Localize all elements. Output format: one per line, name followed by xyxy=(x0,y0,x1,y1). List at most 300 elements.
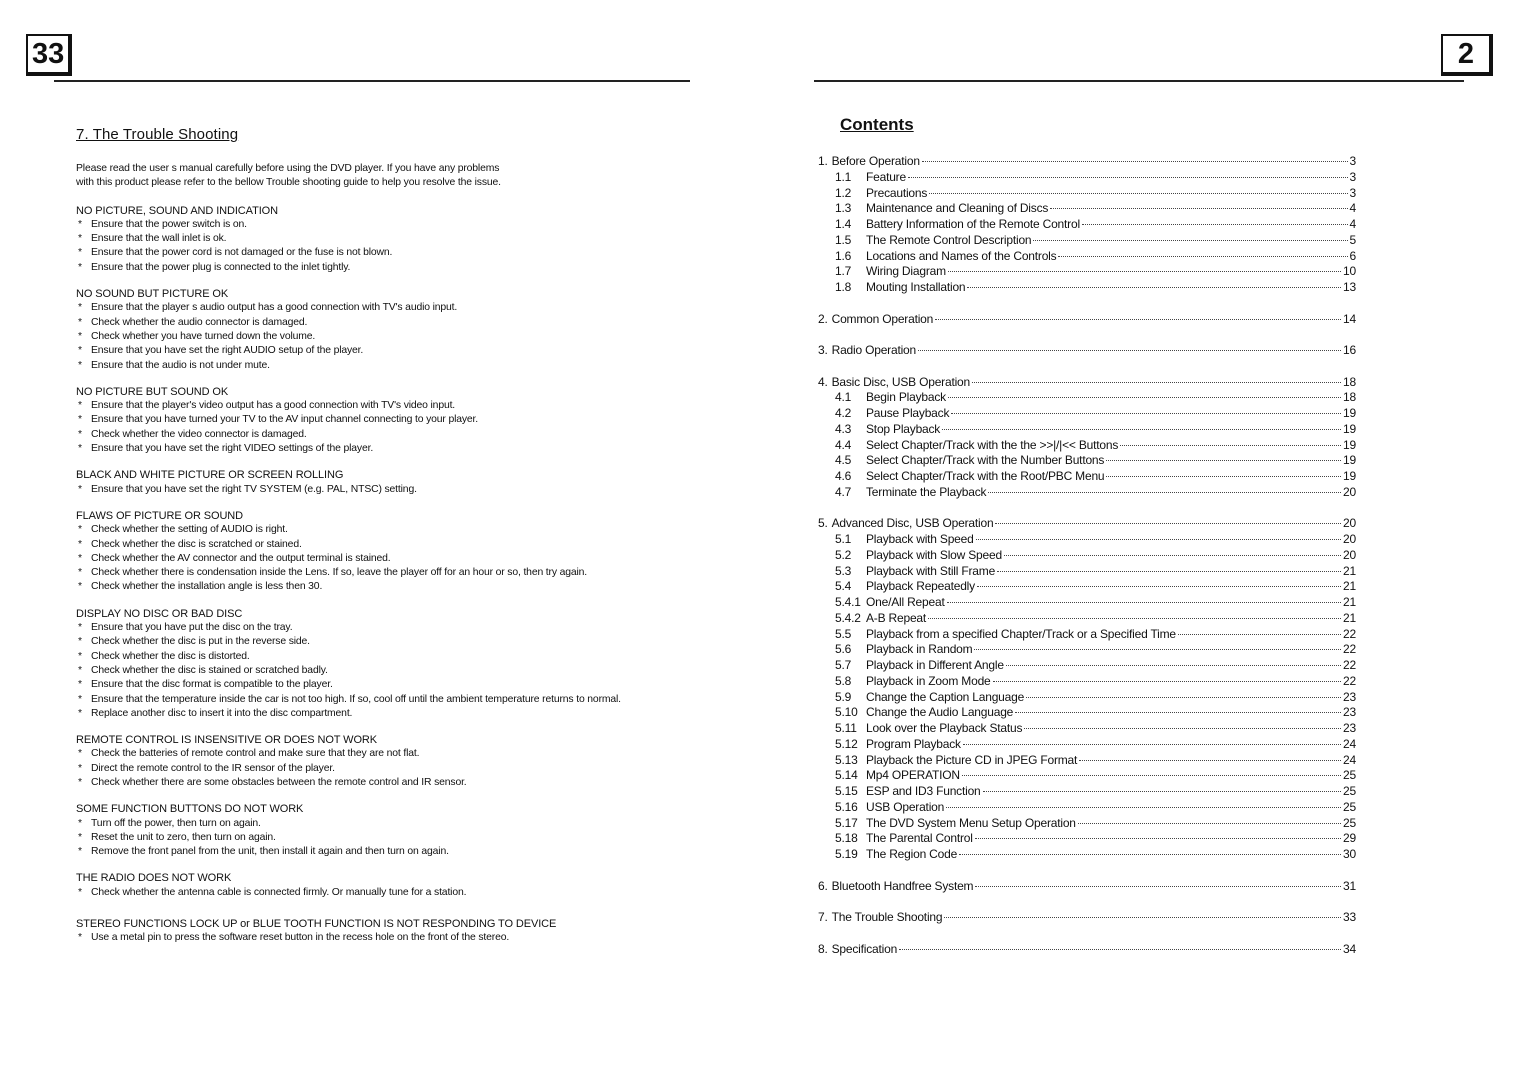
troubleshooting-section xyxy=(76,509,696,595)
toc-entry-number: 5.8 xyxy=(835,673,852,688)
section-heading: DISPLAY NO DISC OR BAD DISC xyxy=(76,607,243,620)
toc-entry[interactable] xyxy=(818,910,1356,926)
section-heading: SOME FUNCTION BUTTONS DO NOT WORK xyxy=(76,803,304,816)
toc-entry[interactable] xyxy=(818,485,1356,501)
toc-spacer xyxy=(818,359,1356,375)
toc-entry-label: Basic Disc, USB Operation xyxy=(831,374,970,389)
toc-entry[interactable] xyxy=(818,264,1356,280)
toc-entry-number: 1.1 xyxy=(835,169,852,184)
toc-dot-leader xyxy=(976,539,1341,540)
toc-dot-leader xyxy=(1033,240,1347,241)
troubleshooting-section xyxy=(76,385,696,456)
section-heading: NO PICTURE, SOUND AND INDICATION xyxy=(76,204,278,217)
toc-entry-page: 19 xyxy=(1343,421,1356,436)
toc-entry-number: 5.15 xyxy=(835,784,858,798)
toc-entry-label: Bluetooth Handfree System xyxy=(831,878,974,893)
toc-entry-number: 5.10 xyxy=(835,705,858,720)
toc-entry-number: 5.3 xyxy=(835,563,852,578)
toc-dot-leader xyxy=(1106,460,1341,461)
bullet-text: Check whether you have turned down the volume. xyxy=(91,330,316,342)
toc-entry-page: 21 xyxy=(1343,579,1356,594)
toc-entry-label: Precautions xyxy=(866,185,928,200)
toc-entry-label: Radio Operation xyxy=(831,343,916,357)
toc-entry[interactable] xyxy=(818,564,1356,580)
toc-dot-leader xyxy=(1015,712,1341,713)
toc-entry-label: Mouting Installation xyxy=(866,280,966,294)
toc-entry-number: 1.2 xyxy=(835,185,852,200)
toc-entry-label: The DVD System Menu Setup Operation xyxy=(866,815,1076,830)
toc-entry[interactable] xyxy=(818,831,1356,847)
toc-entry[interactable] xyxy=(818,312,1356,328)
bullet-item xyxy=(76,442,696,456)
section-heading: NO PICTURE BUT SOUND OK xyxy=(76,385,229,398)
bullet-text: Ensure that the temperature inside the car is not too high. If so, cool off until the ambient temperature returns to normal. xyxy=(91,693,621,705)
toc-entry-page: 21 xyxy=(1343,595,1356,609)
bullet-item xyxy=(76,621,696,635)
section-heading: STEREO FUNCTIONS LOCK UP or BLUE TOOTH FUNCTION IS NOT RESPONDING TO DEVICE xyxy=(76,918,557,931)
toc-entry[interactable] xyxy=(818,753,1356,769)
toc-entry-number: 1.4 xyxy=(835,217,852,231)
toc-entry-label: Mp4 OPERATION xyxy=(866,768,960,783)
toc-entry-label: The Region Code xyxy=(866,847,958,861)
toc-entry-page: 19 xyxy=(1343,469,1356,483)
toc-entry[interactable] xyxy=(818,201,1356,217)
toc-entry[interactable] xyxy=(818,343,1356,359)
toc-entry-page: 31 xyxy=(1343,878,1356,893)
toc-entry-page: 21 xyxy=(1343,563,1356,578)
toc-entry-page: 29 xyxy=(1343,831,1356,846)
toc-entry-number: 1.5 xyxy=(835,232,852,247)
bullet-item xyxy=(76,261,696,275)
bullet-item xyxy=(76,678,696,692)
toc-entry[interactable] xyxy=(818,249,1356,265)
bullet-text: Ensure that you have put the disc on the tray. xyxy=(91,622,293,634)
bullet-icon: * xyxy=(78,932,82,944)
toc-entry[interactable] xyxy=(818,579,1356,595)
toc-entry-page: 20 xyxy=(1343,516,1356,531)
toc-entry-label: One/All Repeat xyxy=(866,595,945,609)
bullet-text: Ensure that you have set the right AUDIO setup of the player. xyxy=(91,345,364,357)
bullet-item xyxy=(76,413,696,427)
toc-dot-leader xyxy=(1079,760,1341,761)
toc-entry[interactable] xyxy=(818,800,1356,816)
toc-entry-number: 7. xyxy=(818,910,828,924)
toc-dot-leader xyxy=(959,854,1341,855)
bullet-icon: * xyxy=(78,247,82,259)
toc-entry[interactable] xyxy=(818,469,1356,485)
troubleshooting-section xyxy=(76,204,696,275)
toc-dot-leader xyxy=(928,618,1341,619)
toc-entry-label: Begin Playback xyxy=(866,390,946,405)
toc-dot-leader xyxy=(977,586,1341,587)
toc-entry-page: 21 xyxy=(1343,610,1356,625)
bullet-icon: * xyxy=(78,261,82,273)
toc-entry-label: Select Chapter/Track with the Number Buttons xyxy=(866,453,1105,468)
toc-entry-label: Specification xyxy=(831,941,898,956)
bullet-item xyxy=(76,635,696,649)
toc-entry-label: Program Playback xyxy=(866,736,961,751)
troubleshooting-section xyxy=(76,287,696,373)
bullet-item xyxy=(76,301,696,315)
toc-entry-label: Playback with Slow Speed xyxy=(866,547,1002,562)
toc-dot-leader xyxy=(1058,256,1347,257)
toc-dot-leader xyxy=(975,886,1341,887)
toc-dot-leader xyxy=(963,744,1341,745)
bullet-text: Ensure that the wall inlet is ok. xyxy=(91,233,227,245)
bullet-icon: * xyxy=(78,636,82,648)
section-heading: BLACK AND WHITE PICTURE OR SCREEN ROLLING xyxy=(76,469,344,482)
toc-dot-leader xyxy=(922,161,1348,162)
troubleshooting-section xyxy=(76,733,696,790)
bullet-text: Ensure that the power cord is not damaged or the fuse is not blown. xyxy=(91,247,393,259)
bullet-icon: * xyxy=(78,679,82,691)
bullet-icon: * xyxy=(78,428,82,440)
toc-entry-label: Select Chapter/Track with the Root/PBC Menu xyxy=(866,469,1105,483)
toc-dot-leader xyxy=(1082,224,1348,225)
toc-entry-label: Stop Playback xyxy=(866,421,941,436)
toc-entry-page: 5 xyxy=(1349,232,1356,247)
bullet-item xyxy=(76,316,696,330)
bullet-text: Turn off the power, then turn on again. xyxy=(91,817,261,829)
toc-entry[interactable] xyxy=(818,674,1356,690)
toc-dot-leader xyxy=(1026,697,1341,698)
toc-dot-leader xyxy=(942,429,1341,430)
toc-entry[interactable] xyxy=(818,690,1356,706)
toc-dot-leader xyxy=(1078,823,1341,824)
bullet-icon: * xyxy=(78,552,82,564)
toc-entry[interactable] xyxy=(818,170,1356,186)
bullet-text: Check whether the AV connector and the output terminal is stained. xyxy=(91,552,391,564)
toc-entry[interactable] xyxy=(818,642,1356,658)
toc-entry-page: 22 xyxy=(1343,626,1356,641)
toc-entry-number: 4.6 xyxy=(835,469,852,483)
toc-entry-page: 24 xyxy=(1343,736,1356,751)
bullet-item xyxy=(76,886,696,900)
toc-entry[interactable] xyxy=(818,658,1356,674)
toc-entry-page: 18 xyxy=(1343,390,1356,405)
toc-entry-label: Playback with Speed xyxy=(866,532,974,546)
toc-entry-number: 5.14 xyxy=(835,768,858,783)
toc-entry-page: 25 xyxy=(1343,784,1356,798)
toc-entry-number: 5.9 xyxy=(835,689,852,704)
toc-entry-label: Playback the Picture CD in JPEG Format xyxy=(866,752,1078,767)
toc-dot-leader xyxy=(995,523,1341,524)
toc-spacer xyxy=(818,327,1356,343)
toc-dot-leader xyxy=(929,193,1347,194)
toc-entry[interactable] xyxy=(818,532,1356,548)
toc-dot-leader xyxy=(993,681,1342,682)
toc-dot-leader xyxy=(974,649,1341,650)
bullet-icon: * xyxy=(78,218,82,230)
toc-entry-number: 5.19 xyxy=(835,847,858,861)
toc-dot-leader xyxy=(988,492,1341,493)
toc-entry-number: 4.7 xyxy=(835,484,852,499)
troubleshooting-section xyxy=(76,607,696,721)
troubleshooting-section xyxy=(76,917,696,946)
toc-entry-number: 1. xyxy=(818,154,828,168)
toc-spacer xyxy=(818,894,1356,910)
toc-dot-leader xyxy=(975,838,1341,839)
bullet-item xyxy=(76,232,696,246)
toc-entry-label: Playback in Random xyxy=(866,642,973,657)
bullet-item xyxy=(76,566,696,580)
toc-spacer xyxy=(818,501,1356,517)
bullet-text: Ensure that you have turned your TV to the AV input channel connecting to your player. xyxy=(91,414,479,426)
toc-entry-label: Change the Audio Language xyxy=(866,705,1014,720)
toc-entry-page: 25 xyxy=(1343,768,1356,783)
page-number-right: 2 xyxy=(1441,34,1493,76)
toc-entry-page: 3 xyxy=(1349,154,1356,168)
bullet-icon: * xyxy=(78,567,82,579)
bullet-icon: * xyxy=(78,538,82,550)
toc-entry[interactable] xyxy=(818,217,1356,233)
bullet-item xyxy=(76,399,696,413)
bullet-icon: * xyxy=(78,483,82,495)
toc-entry[interactable] xyxy=(818,847,1356,863)
toc-entry-number: 5.4.1 xyxy=(835,595,861,609)
toc-entry-label: The Remote Control Description xyxy=(866,232,1032,247)
bullet-icon: * xyxy=(78,581,82,593)
toc-entry-label: Select Chapter/Track with the the >>|/|<< Buttons xyxy=(866,437,1119,452)
toc-entry-page: 18 xyxy=(1343,374,1356,389)
toc-entry[interactable] xyxy=(818,548,1356,564)
toc-dot-leader xyxy=(935,319,1341,320)
toc-entry-number: 5.4 xyxy=(835,579,852,594)
bullet-text: Check whether there is condensation inside the Lens. If so, leave the player off for an hour or so, then try again. xyxy=(91,567,588,579)
bullet-icon: * xyxy=(78,443,82,455)
bullet-icon: * xyxy=(78,345,82,357)
bullet-text: Replace another disc to insert it into the disc compartment. xyxy=(91,707,353,719)
toc-entry[interactable] xyxy=(818,942,1356,958)
toc-entry-page: 19 xyxy=(1343,453,1356,468)
bullet-item xyxy=(76,538,696,552)
bullet-item xyxy=(76,817,696,831)
toc-entry-page: 19 xyxy=(1343,406,1356,420)
bullet-text: Ensure that you have set the right VIDEO settings of the player. xyxy=(91,443,374,455)
bullet-text: Ensure that the power switch is on. xyxy=(91,218,247,230)
troubleshooting-body xyxy=(76,162,696,958)
toc-entry-number: 5.17 xyxy=(835,815,858,830)
bullet-icon: * xyxy=(78,776,82,788)
toc-entry-label: Locations and Names of the Controls xyxy=(866,248,1057,263)
toc-dot-leader xyxy=(944,917,1341,918)
toc-entry-label: Look over the Playback Status xyxy=(866,721,1023,735)
toc-dot-leader xyxy=(1106,476,1341,477)
toc-entry[interactable] xyxy=(818,816,1356,832)
toc-spacer xyxy=(818,296,1356,312)
bullet-text: Check whether the installation angle is less then 30. xyxy=(91,581,323,593)
toc-entry-label: Feature xyxy=(866,169,906,184)
toc-entry[interactable] xyxy=(818,375,1356,391)
bullet-item xyxy=(76,776,696,790)
toc-entry-number: 5.2 xyxy=(835,547,852,562)
toc-entry-label: The Parental Control xyxy=(866,831,973,846)
toc-entry-number: 3. xyxy=(818,343,828,357)
bullet-item xyxy=(76,845,696,859)
toc-entry-page: 20 xyxy=(1343,532,1356,546)
toc-entry-label: USB Operation xyxy=(866,799,945,814)
toc-entry-label: Common Operation xyxy=(831,311,934,326)
toc-entry-page: 3 xyxy=(1349,169,1356,184)
bullet-item xyxy=(76,580,696,594)
bullet-text: Check the batteries of remote control and make sure that they are not flat. xyxy=(91,748,420,760)
bullet-text: Reset the unit to zero, then turn on again. xyxy=(91,831,276,843)
troubleshooting-intro xyxy=(76,162,696,191)
bullet-text: Check whether the disc is stained or scratched badly. xyxy=(91,664,328,676)
toc-entry-number: 5.12 xyxy=(835,736,858,751)
page-number-left: 33 xyxy=(26,34,72,76)
toc-entry-number: 5.11 xyxy=(835,721,857,735)
bullet-text: Ensure that the power plug is connected to the inlet tightly. xyxy=(91,261,351,273)
toc-entry-number: 5.13 xyxy=(835,752,858,767)
toc-entry[interactable] xyxy=(818,233,1356,249)
bullet-item xyxy=(76,664,696,678)
table-of-contents xyxy=(818,154,1356,957)
bullet-icon: * xyxy=(78,414,82,426)
troubleshooting-section xyxy=(76,871,696,900)
troubleshooting-section xyxy=(76,468,696,497)
toc-entry-label: Playback with Still Frame xyxy=(866,563,996,578)
toc-entry[interactable] xyxy=(818,516,1356,532)
toc-entry-number: 2. xyxy=(818,311,828,326)
bullet-text: Check whether the disc is distorted. xyxy=(91,650,250,662)
toc-entry[interactable] xyxy=(818,390,1356,406)
toc-entry-page: 23 xyxy=(1343,721,1356,735)
toc-entry-label: The Trouble Shooting xyxy=(831,910,943,924)
bullet-text: Check whether the disc is put in the reverse side. xyxy=(91,636,310,648)
bullet-item xyxy=(76,931,696,945)
bullet-item xyxy=(76,218,696,232)
toc-entry-number: 5.4.2 xyxy=(835,610,861,625)
bullet-icon: * xyxy=(78,748,82,760)
toc-entry[interactable] xyxy=(818,611,1356,627)
toc-entry-number: 8. xyxy=(818,941,828,956)
toc-entry[interactable] xyxy=(818,438,1356,454)
bullet-text: Ensure that you have set the right TV SYSTEM (e.g. PAL, NTSC) setting. xyxy=(91,483,417,495)
bullet-icon: * xyxy=(78,302,82,314)
toc-entry-number: 6. xyxy=(818,878,828,893)
toc-entry-number: 4.1 xyxy=(835,390,852,405)
toc-dot-leader xyxy=(997,571,1341,572)
toc-entry-number: 1.8 xyxy=(835,280,852,294)
toc-entry-page: 23 xyxy=(1343,705,1356,720)
toc-entry-number: 4.4 xyxy=(835,437,852,452)
bullet-icon: * xyxy=(78,233,82,245)
toc-entry-number: 4.3 xyxy=(835,421,852,436)
bullet-item xyxy=(76,359,696,373)
toc-dot-leader xyxy=(948,271,1341,272)
toc-dot-leader xyxy=(967,287,1341,288)
toc-entry[interactable] xyxy=(818,879,1356,895)
toc-dot-leader xyxy=(948,397,1341,398)
bullet-item xyxy=(76,246,696,260)
toc-entry[interactable] xyxy=(818,186,1356,202)
bullet-icon: * xyxy=(78,846,82,858)
bullet-item xyxy=(76,831,696,845)
toc-entry-page: 13 xyxy=(1343,280,1356,294)
bullet-item xyxy=(76,483,696,497)
toc-entry-page: 19 xyxy=(1343,437,1356,452)
bullet-text: Check whether the setting of AUDIO is right. xyxy=(91,524,288,536)
toc-entry[interactable] xyxy=(818,627,1356,643)
bullet-item xyxy=(76,762,696,776)
toc-entry[interactable] xyxy=(818,280,1356,296)
toc-entry-label: Before Operation xyxy=(831,154,920,168)
bullet-icon: * xyxy=(78,622,82,634)
troubleshooting-section xyxy=(76,802,696,859)
bullet-item xyxy=(76,650,696,664)
toc-entry-label: ESP and ID3 Function xyxy=(866,784,981,798)
toc-entry[interactable] xyxy=(818,453,1356,469)
toc-dot-leader xyxy=(946,807,1341,808)
toc-entry[interactable] xyxy=(818,768,1356,784)
bullet-item xyxy=(76,552,696,566)
toc-entry-page: 22 xyxy=(1343,642,1356,657)
toc-dot-leader xyxy=(1004,555,1341,556)
toc-entry-label: Change the Caption Language xyxy=(866,689,1025,704)
toc-entry-page: 25 xyxy=(1343,815,1356,830)
toc-entry[interactable] xyxy=(818,154,1356,170)
toc-spacer xyxy=(818,863,1356,879)
intro-line: with this product please refer to the bellow Trouble shooting guide to help you resolve the issue. xyxy=(76,177,501,189)
bullet-icon: * xyxy=(78,831,82,843)
toc-entry[interactable] xyxy=(818,406,1356,422)
toc-entry-number: 4.5 xyxy=(835,453,852,468)
toc-entry-label: Playback from a specified Chapter/Track or a Specified Time xyxy=(866,626,1176,641)
header-rule-right xyxy=(814,80,1464,82)
toc-entry-page: 4 xyxy=(1349,201,1356,216)
toc-entry-page: 30 xyxy=(1343,847,1356,861)
toc-entry[interactable] xyxy=(818,422,1356,438)
toc-entry-page: 24 xyxy=(1343,752,1356,767)
toc-entry[interactable] xyxy=(818,705,1356,721)
bullet-icon: * xyxy=(78,664,82,676)
toc-entry-page: 34 xyxy=(1343,941,1356,956)
bullet-item xyxy=(76,428,696,442)
toc-entry[interactable] xyxy=(818,737,1356,753)
bullet-icon: * xyxy=(78,817,82,829)
toc-entry-page: 20 xyxy=(1343,547,1356,562)
toc-dot-leader xyxy=(972,382,1341,383)
toc-entry-number: 5.5 xyxy=(835,626,852,641)
toc-entry-page: 6 xyxy=(1349,248,1356,263)
toc-entry-number: 5.7 xyxy=(835,658,852,672)
troubleshooting-sections xyxy=(76,204,696,946)
toc-entry-label: Playback Repeatedly xyxy=(866,579,975,594)
bullet-text: Check whether there are some obstacles between the remote control and IR sensor. xyxy=(91,776,467,788)
toc-entry-label: Wiring Diagram xyxy=(866,264,946,279)
toc-entry[interactable] xyxy=(818,595,1356,611)
bullet-text: Ensure that the audio is not under mute. xyxy=(91,359,270,371)
toc-dot-leader xyxy=(983,791,1342,792)
toc-spacer xyxy=(818,926,1356,942)
bullet-item xyxy=(76,523,696,537)
bullet-text: Ensure that the player's video output has a good connection with TV's video input. xyxy=(91,400,456,412)
bullet-icon: * xyxy=(78,316,82,328)
toc-entry[interactable] xyxy=(818,721,1356,737)
contents-title: Contents xyxy=(840,115,914,134)
bullet-icon: * xyxy=(78,359,82,371)
toc-entry-page: 4 xyxy=(1349,217,1356,231)
bullet-text: Check whether the antenna cable is connected firmly. Or manually tune for a station. xyxy=(91,886,467,898)
bullet-icon: * xyxy=(78,524,82,536)
toc-dot-leader xyxy=(947,602,1341,603)
toc-dot-leader xyxy=(951,413,1341,414)
toc-entry-number: 5.1 xyxy=(835,532,852,546)
toc-entry[interactable] xyxy=(818,784,1356,800)
toc-entry-label: Playback in Different Angle xyxy=(866,658,1004,672)
toc-entry-label: Pause Playback xyxy=(866,406,950,420)
